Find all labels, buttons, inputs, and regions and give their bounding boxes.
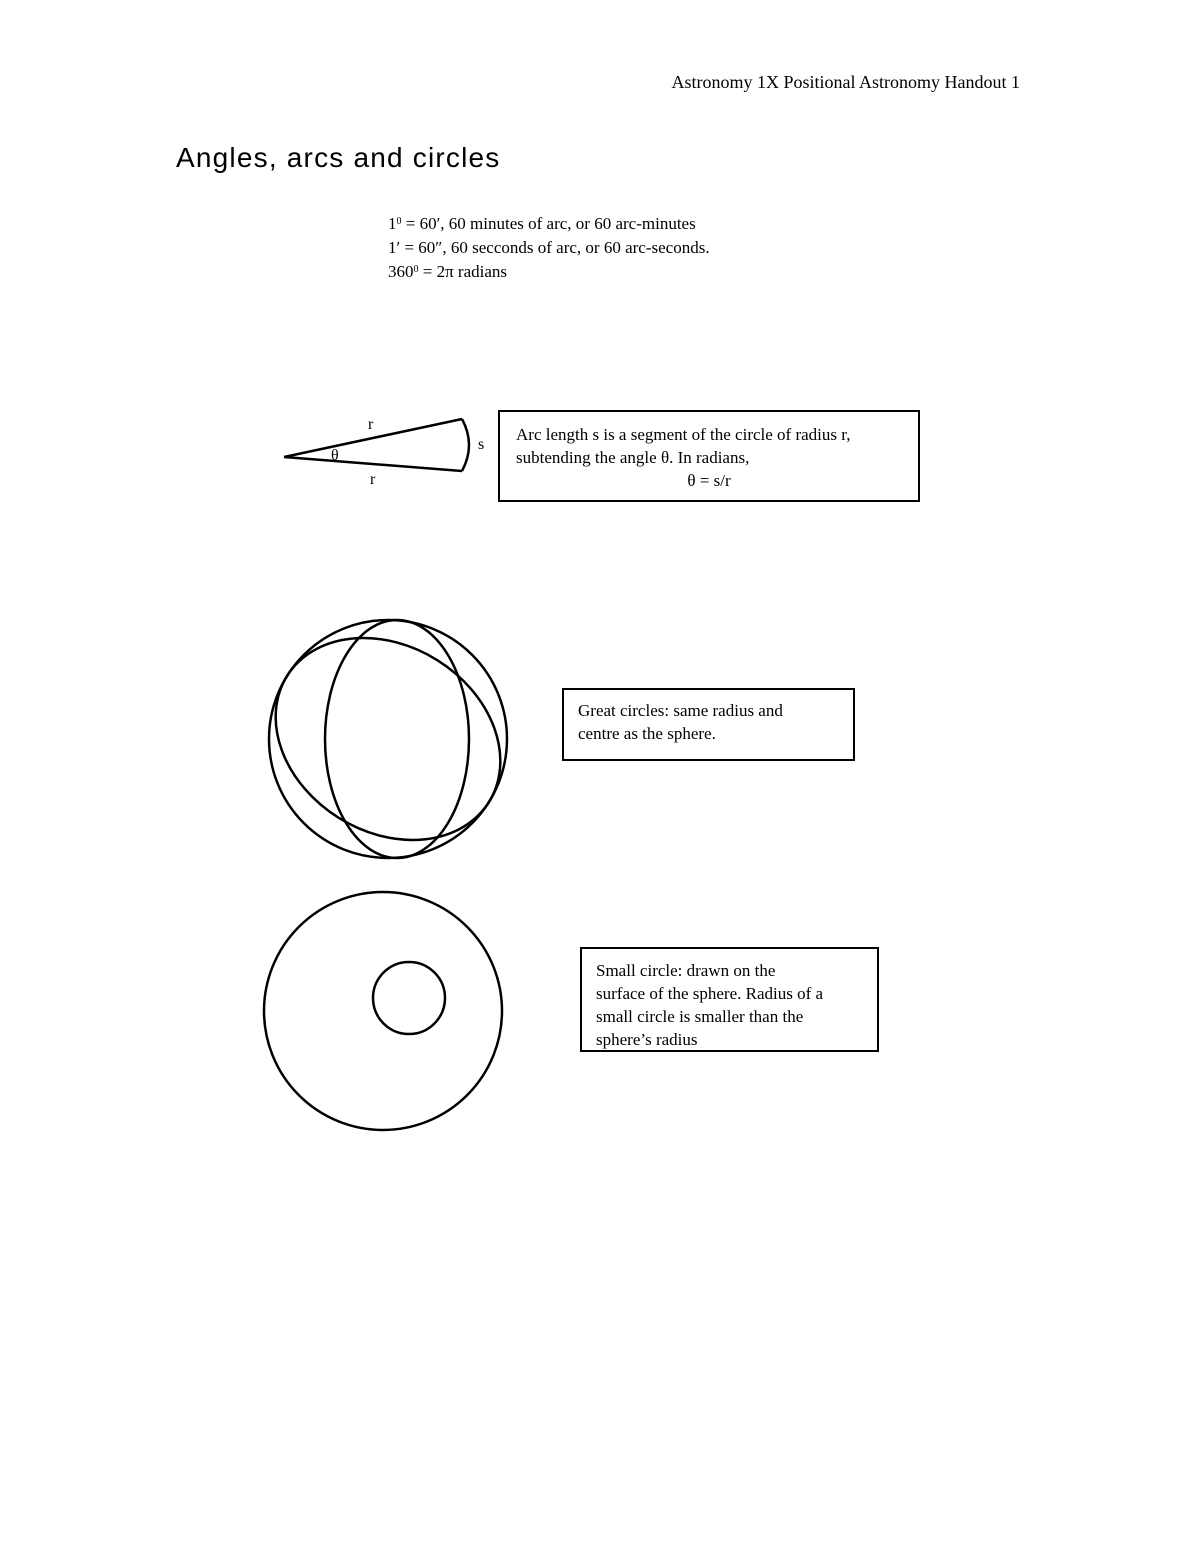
small-circle-note-line: surface of the sphere. Radius of a [596, 984, 824, 1003]
great-circles-note-line: centre as the sphere. [578, 724, 716, 743]
small-circle-note-line: sphere’s radius [596, 1030, 698, 1049]
radius-line-bottom [284, 457, 462, 471]
label-r-top: r [368, 416, 374, 433]
great-circle-tilted [238, 597, 538, 881]
small-circle-note-line: small circle is smaller than the [596, 1007, 804, 1026]
small-circle-note-line: Small circle: drawn on the [596, 961, 776, 980]
degree-superscript: 0 [396, 216, 402, 227]
sphere-outline [264, 892, 502, 1130]
great-circles-note-line: Great circles: same radius and [578, 701, 783, 720]
degree-superscript: 0 [413, 264, 419, 275]
small-circle-diagram [264, 892, 502, 1130]
page-header: Astronomy 1X Positional Astronomy Handout 1 [671, 72, 1020, 92]
small-circle [373, 962, 445, 1034]
label-s: s [478, 436, 485, 453]
formula-degree-text: = 60′, 60 minutes of arc, or 60 arc-minutes [401, 214, 696, 233]
label-theta: θ [331, 447, 339, 464]
formula-degree-value: 1 [388, 214, 397, 233]
label-r-bottom: r [370, 471, 376, 488]
arc-note-line: Arc length s is a segment of the circle of radius r, [516, 425, 851, 444]
formula-arcminute-text: 1′ = 60″, 60 secconds of arc, or 60 arc-seconds. [388, 238, 710, 257]
arc-length-note [498, 410, 920, 502]
page-title: Angles, arcs and circles [176, 142, 501, 173]
formula-radians-text: = 2π radians [418, 262, 508, 281]
arc-segment [462, 419, 469, 471]
great-circles-diagram [238, 597, 538, 881]
small-circle-note [580, 947, 879, 1052]
arc-note-line: subtending the angle θ. In radians, [516, 448, 750, 467]
arc-note-equation: θ = s/r [687, 471, 731, 490]
great-circles-note [562, 688, 855, 761]
formula-360-value: 360 [388, 262, 414, 281]
arc-angle-diagram [284, 419, 469, 471]
